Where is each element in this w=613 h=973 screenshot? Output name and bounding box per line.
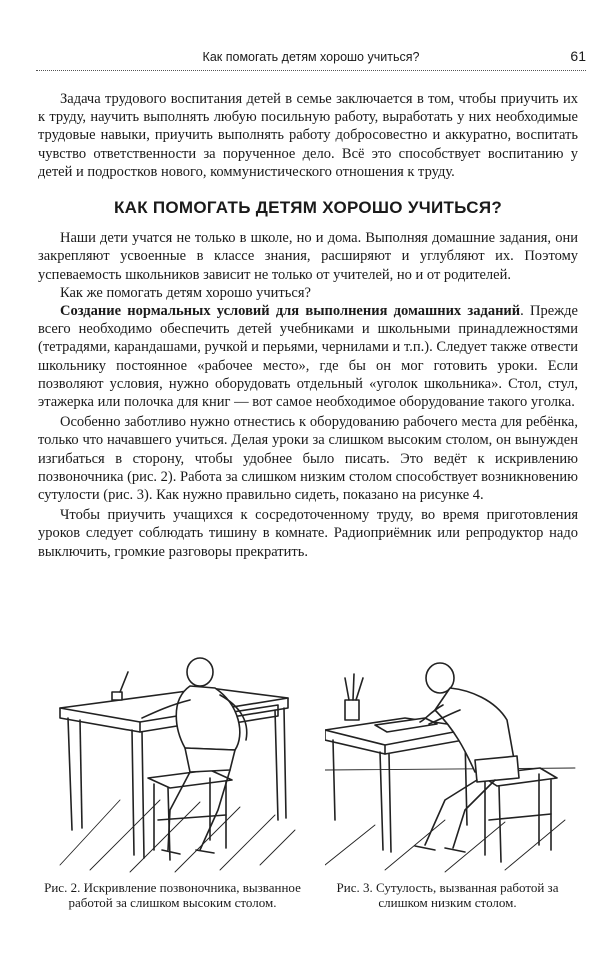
running-title: Как помогать детям хорошо учиться? (202, 50, 420, 64)
figure-2-caption: Рис. 2. Искривление позвоночника, вызванное работой за слишком высоким столом. (44, 880, 301, 910)
figures-area (40, 650, 585, 950)
page-number: 61 (570, 48, 586, 64)
figure-2-illustration (50, 650, 300, 875)
figure-3-caption: Рис. 3. Сутулость, вызванная работой за слишком низким столом. (336, 880, 559, 910)
paragraph-5: Чтобы приучить учащихся к сосредоточенному труду, во время приготовления уроков следует соблюдать тишину в комнате. Радиоприёмник или репродуктор надо выключить, громкие разговоры прекратить. (38, 507, 578, 560)
intro-paragraph: Задача трудового воспитания детей в семье заключается в том, чтобы приучить их к труду, научить выполнять любую посильную работу, выработать у них необходимые трудовые навыки, приучить выполнять работу добросовестно и аккуратно, воспитать чувство ответственности за порученное дело. Всё это способствует воспитанию у детей и подростков нового, коммунистического отношения к труду. (38, 91, 578, 180)
page-header (36, 48, 586, 71)
section-heading: КАК ПОМОГАТЬ ДЕТЯМ ХОРОШО УЧИТЬСЯ? (113, 198, 503, 218)
paragraph-1: Наши дети учатся не только в школе, но и дома. Выполняя домашние задания, они закрепляют усвоенные в классе знания, расширяют и углубляют их. Поэтому успеваемость школьников зависит не только от учителей, но и от родителей. (38, 230, 578, 283)
paragraph-2: Как же помогать детям хорошо учиться? (60, 284, 311, 301)
paragraph-3-text: . Прежде всего необходимо обеспечить детей учебниками и школьными принадлежностями (тетрадями, карандашами, ручкой и перьями, чернилами и т.п.). Следует также отвести школьнику постоянное «рабочее место», где бы он мог готовить уроки. Если позволяют условия, нужно оборудовать отдельный «уголок школьника». Стол, стул, этажерка или полочка для книг — вот самое необходимое оборудование такого уголка. (38, 303, 578, 411)
paragraph-4: Особенно заботливо нужно отнестись к оборудованию рабочего места для ребёнка, только что начавшего учиться. Делая уроки за слишком высоким столом, он вынужден изгибаться в сторону, чтобы удобнее было писать. Это ведёт к искривлению позвоночника (рис. 2). Работа за слишком низким столом способствует возникновению сутулости (рис. 3). Как нужно правильно сидеть, показано на рисунке 4. (38, 414, 578, 504)
page-body (38, 90, 578, 561)
figure-3-illustration (325, 650, 580, 875)
paragraph-3-lead: Создание нормальных условий для выполнения домашних заданий (60, 303, 521, 320)
paragraph-3 (38, 302, 578, 411)
